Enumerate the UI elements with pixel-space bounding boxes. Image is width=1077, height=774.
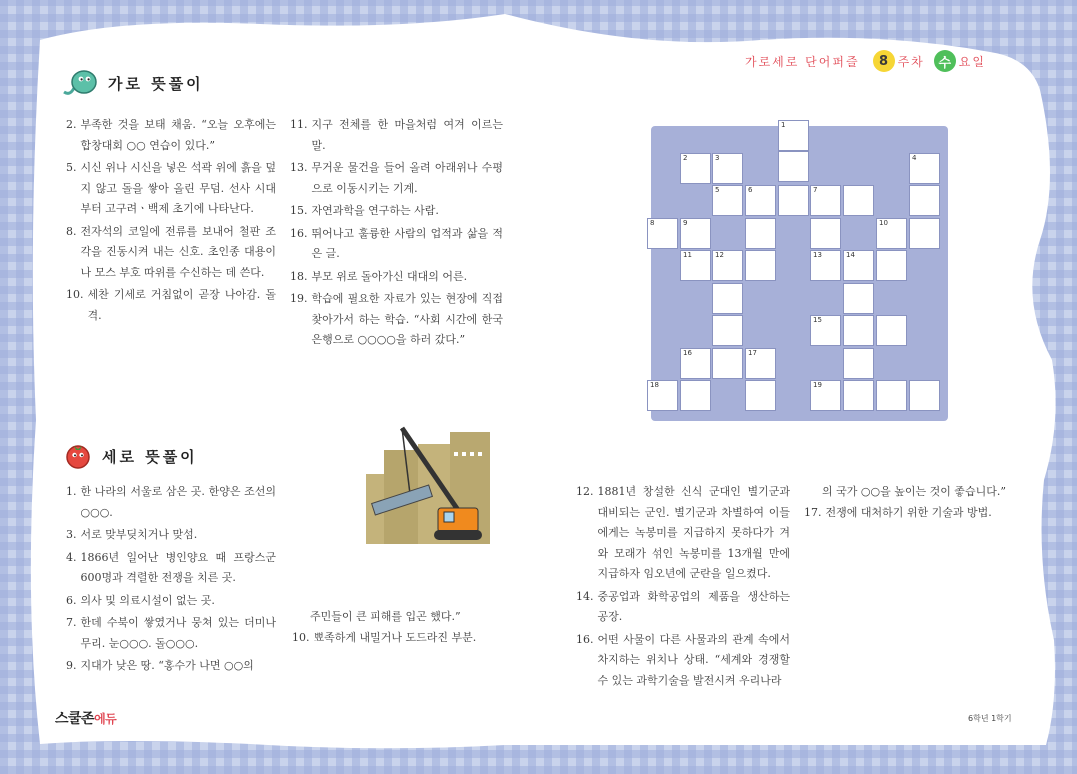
crossword-grid [650, 121, 948, 421]
grid-cell[interactable]: 7 [810, 185, 841, 216]
grid-cell[interactable]: 6 [745, 185, 776, 216]
grid-cell[interactable] [843, 283, 874, 314]
grid-cell[interactable]: 2 [680, 153, 711, 184]
clue-down-9: 9. 지대가 낮은 땅. “홍수가 나면 ○○의 [66, 659, 254, 672]
clue-down-6: 6. 의사 및 의료시설이 없는 곳. [66, 593, 215, 607]
grid-cell[interactable] [909, 185, 940, 216]
across-clues-col1 [66, 115, 276, 328]
clue-across-15: 15. 자연과학을 연구하는 사람. [290, 204, 439, 217]
down-clues-col4 [804, 482, 1024, 525]
clue-down-9-continuation: 주민들이 큰 피해를 입곤 했다.” [310, 610, 461, 623]
clue-across-5: 5. 시신 위나 시신을 넣은 석곽 위에 흙을 덮지 않고 돌을 쌓아 올린 무덤. 선사 시대부터 고구려ㆍ백제 초기에 나타난다. [66, 161, 276, 215]
day-label: 요일 [958, 54, 986, 69]
clue-down-7: 7. 한데 수북이 쌓였거나 뭉쳐 있는 더미나 무리. 눈○○○. 돌○○○. [66, 616, 276, 650]
grid-cell[interactable] [712, 348, 743, 379]
clue-down-17: 17. 전쟁에 대처하기 위한 기술과 방법. [804, 505, 992, 519]
clue-down-16-continuation: 의 국가 ○○을 높이는 것이 좋습니다.” [822, 485, 1006, 498]
puzzle-title: 가로세로 단어퍼즐 [745, 54, 860, 69]
grid-cell[interactable]: 8 [647, 218, 678, 249]
clue-across-13: 13. 무거운 물건을 들어 올려 아래위나 수평으로 이동시키는 기계. [290, 161, 503, 195]
across-heading [60, 68, 204, 98]
down-heading-text: 세로 뜻풀이 [102, 447, 198, 466]
publisher-logo [55, 708, 116, 728]
down-clues-col3 [576, 482, 790, 693]
grid-cell[interactable]: 15 [810, 315, 841, 346]
grid-cell[interactable]: 9 [680, 218, 711, 249]
grid-cell[interactable]: 5 [712, 185, 743, 216]
grid-cell[interactable]: 17 [745, 348, 776, 379]
tomato-mascot-icon [62, 440, 94, 472]
grid-cell[interactable] [712, 283, 743, 314]
grid-cell[interactable] [778, 185, 809, 216]
crane-illustration [358, 424, 508, 554]
grid-cell[interactable] [712, 315, 743, 346]
day-badge: 수 [934, 50, 956, 72]
grid-cell[interactable] [745, 380, 776, 411]
grid-cell[interactable] [843, 315, 874, 346]
grid-cell[interactable]: 4 [909, 153, 940, 184]
grid-cell[interactable] [843, 380, 874, 411]
grid-cell[interactable] [843, 348, 874, 379]
clue-across-8: 8. 전자석의 코일에 전류를 보내어 철판 조각을 진동시켜 내는 신호. 초인종 대용이나 모스 부호 따위를 수신하는 데 쓴다. [66, 224, 276, 279]
week-label: 주차 [897, 54, 925, 69]
clue-across-16: 16. 뛰어나고 훌륭한 사람의 업적과 삶을 적은 글. [290, 226, 503, 260]
snake-mascot-icon [60, 68, 100, 98]
grid-cell[interactable] [876, 315, 907, 346]
grid-cell[interactable] [745, 250, 776, 281]
grid-cell[interactable]: 16 [680, 348, 711, 379]
logo-schoolzone: 스쿨존 [55, 711, 95, 727]
clue-across-2: 2. 부족한 것을 보태 채움. “오늘 오후에는 합창대회 ○○ 연습이 있다.” [66, 118, 276, 152]
logo-edu: 에듀 [94, 712, 117, 726]
grid-cell[interactable]: 18 [647, 380, 678, 411]
clue-across-11: 11. 지구 전체를 한 마을처럼 여겨 이르는 말. [290, 118, 503, 152]
clue-down-14: 14. 중공업과 화학공업의 제품을 생산하는 공장. [576, 589, 790, 623]
grid-cell[interactable] [745, 218, 776, 249]
grid-cell[interactable]: 11 [680, 250, 711, 281]
grid-cell[interactable]: 19 [810, 380, 841, 411]
grid-cell[interactable] [876, 250, 907, 281]
clue-down-12: 12. 1881년 창설한 신식 군대인 별기군과 대비되는 군인. 별기군과 차별하여 이들에게는 녹봉미를 지급하지 못하다가 겨와 모래가 섞인 녹봉미를 13개월 만에 지급하자 임오년에 군란을 일으켰다. [576, 485, 790, 580]
clue-down-3: 3. 서로 맞부딪치거나 맞섬. [66, 528, 198, 541]
grid-cell[interactable] [810, 218, 841, 249]
grid-cell[interactable] [909, 218, 940, 249]
grid-cell[interactable]: 13 [810, 250, 841, 281]
down-clues-col1 [66, 482, 276, 679]
clue-across-19: 19. 학습에 필요한 자료가 있는 현장에 직접 찾아가서 하는 학습. “사회 시간에 한국은행으로 ○○○○을 하러 갔다.” [290, 292, 503, 346]
across-clues-col2 [290, 115, 503, 353]
down-clues-col2 [292, 607, 504, 650]
week-badge: 8 [873, 50, 895, 72]
grid-cell[interactable]: 12 [712, 250, 743, 281]
grid-cell[interactable] [778, 151, 809, 182]
grid-cell[interactable] [909, 380, 940, 411]
grid-cell[interactable] [876, 380, 907, 411]
down-heading [62, 440, 198, 472]
puzzle-header [745, 48, 986, 74]
grid-cell[interactable]: 1 [778, 120, 809, 151]
grid-cell[interactable]: 10 [876, 218, 907, 249]
grid-cell[interactable]: 14 [843, 250, 874, 281]
clue-down-16: 16. 어떤 사물이 다른 사물과의 관계 속에서 차지하는 위치나 상태. “세계와 경쟁할 수 있는 과학기술을 발전시켜 우리나라 [576, 632, 790, 687]
clue-down-1: 1. 한 나라의 서울로 삼은 곳. 한양은 조선의 ○○○. [66, 485, 276, 519]
clue-across-10: 10. 세찬 기세로 거침없이 곧장 나아감. 돌격. [66, 288, 276, 322]
grid-cell[interactable]: 3 [712, 153, 743, 184]
grid-cell[interactable] [680, 380, 711, 411]
grid-cell[interactable] [843, 185, 874, 216]
grade-label: 6학년 1학기 [968, 714, 1012, 723]
clue-down-10: 10. 뾰족하게 내밀거나 도드라진 부분. [292, 630, 477, 644]
across-heading-text: 가로 뜻풀이 [108, 74, 204, 93]
clue-across-18: 18. 부모 위로 돌아가신 대대의 어른. [290, 269, 468, 283]
clue-down-4: 4. 1866년 일어난 병인양요 때 프랑스군 600명과 격렬한 전쟁을 치른 곳. [66, 550, 276, 584]
